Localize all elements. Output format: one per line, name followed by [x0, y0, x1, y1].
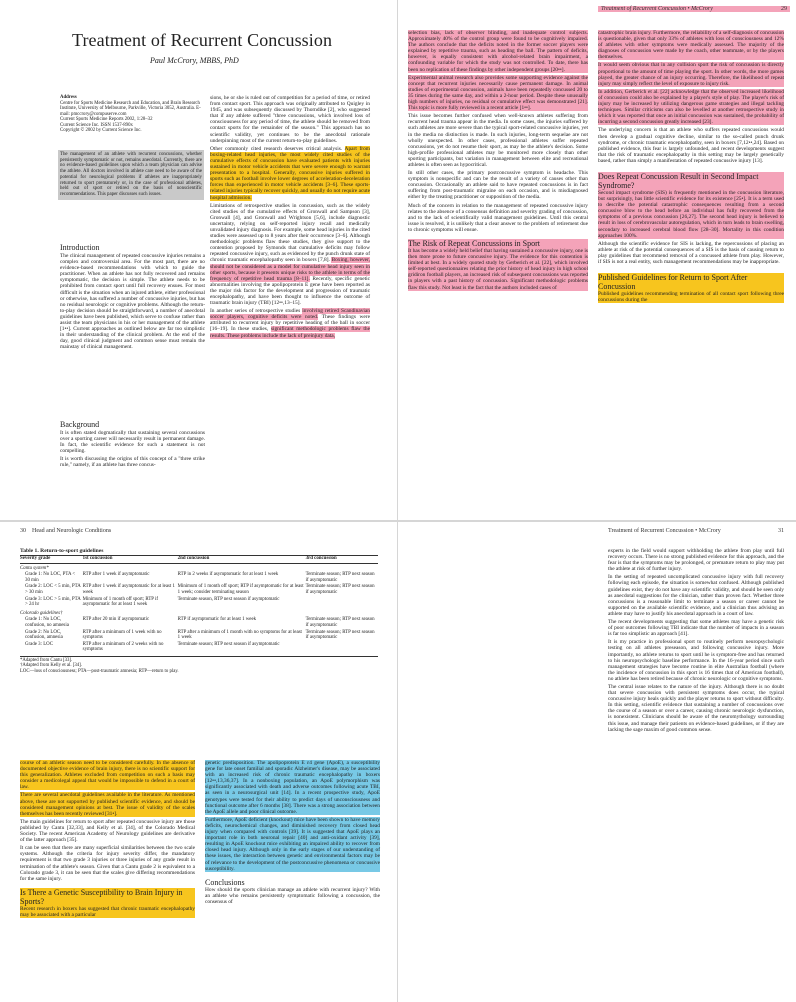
table-cell: Grade 1: No LOC, confusion, no amnesia [25, 617, 69, 628]
address-block [60, 95, 205, 134]
p2-col1-para-e: Much of the concern in relation to the management of repeated concussive injury relates to the absence of a consensus definition and severity grading of concussion, and to the lack of scientifically valid management guidelines. Until this central issue is resolved, it is unlikely that a clear answer to the problem of retirement due to chronic symptoms will ensue. [408, 202, 588, 233]
risk-paragraph: It has become a widely held belief that having sustained a concussive injury, one is then more prone to future concussive injury. The evidence for this contention is limited at best. In a widely quoted study by Gerberich et al. [22], which involved self-reported questionnaires relating the prior history of head injury in high school gridiron football players, an increased risk of subsequent concussions was reported in players with a past history of concussion. Significant methodologic problems flaw this study. Not least is the fact that the authors included cases of [408, 248, 588, 291]
page4-right-column [608, 548, 784, 735]
col2-paragraph-a: sions, he or she is ruled out of competition for a period of time, or retired from contact sport. This approach was originally attributed to Quigley in 1945, and was subsequently discussed by Thorndike [2], who suggested that if any athlete suffered "three concussions, which involved loss of consciousness for any period of time, the athlete should be removed from contact sports for the remainder of the season." This approach has no scientific validity, yet continues to be the anecdotal rationale underpinning most of the current return-to-play guidelines. [210, 95, 370, 144]
page-number: 29 [781, 6, 787, 12]
abstract: The management of an athlete with recurrent concussions, whether persistently symptomatic or not, remains anecdotal. Currently, there are no evidence-based guidelines upon which a team physician can advise the athlete. All doctors involved in athlete care need to be aware of the potential for neurological problems if athletes are inappropriately returned to sport prematurely or, in the case of professional athletes, held out of sport or retired on the basis of nonscientific recommendations. This paper discusses such issues. [58, 150, 204, 200]
col2-paragraph-c-tail: Recently, specific genetic abnormalities involving the apolipoprotein E gene have been reported as the major risk factor for the development and progression of traumatic encephalopathy, and have been thought to influence the outcome of traumatic brain injury (TBI) [12••,13–15]. [210, 275, 370, 307]
col2-paragraph-d-tail: These findings were attributed to recurrent injury by repetitive heading of the ball in soccer [16–19]. In these studies, [210, 314, 370, 333]
published-guidelines-paragraph: Published guidelines recommending termination of all contact sport following three concussions during the [598, 291, 784, 304]
page-31 [398, 522, 796, 1002]
page3-left-column [20, 760, 195, 920]
table-row [20, 584, 378, 596]
p2-col2-para-b: It would seem obvious that in any collision sport the risk of concussion is directly proportional to the amount of time playing the sport. In other words, the more games played, the greater chance of an injury occurring. Therefore, the likelihood of repeat injury may simply reflect the level of exposure to injury risk. [598, 62, 784, 87]
p4-para-a: experts in the field would support withholding the athlete from play until full recovery occurs. There is no strong published evidence for this approach, and the fear is that the symptoms may be prolonged, or premature return to play may put the athlete at risk of further injury. [608, 548, 784, 573]
table-cell: RTP in 2 weeks if asymptomatic for at least 1 week [177, 572, 279, 578]
p4-para-c: The recent developments suggesting that some athletes may have a genetic risk of poor outcomes following TBI indicate that the number of impacts in a season is far too simplistic an approach [41]. [608, 619, 784, 638]
article-author: Paul McCrory, MBBS, PhD [150, 56, 239, 65]
table-group-row [20, 609, 378, 618]
page2-left-column [408, 30, 588, 293]
table-note: LOC—loss of consciousness; PTA—post-traumatic amnesia; RTP—return to play. [20, 668, 179, 674]
conclusions-heading: Conclusions [205, 877, 245, 887]
table-cell: Terminate season, RTP next season if asymptomatic [177, 596, 280, 602]
background-paragraph-2: It is worth discussing the origins of this concept of a "three strike rule," namely, if an athlete has three concus- [60, 456, 205, 469]
table-header-cell: 1st concussion [83, 556, 178, 563]
address-label: Address [60, 95, 77, 100]
table-cell: Terminate season; RTP next season if asymptomatic [305, 572, 375, 583]
table-cell: Terminate season; RTP next season if asymptomatic [305, 629, 375, 641]
published-guidelines-heading: Published Guidelines for Return to Sport After Concussion [598, 273, 784, 291]
journal-citation: Current Sports Medicine Reports 2002, 1:28–32 [60, 117, 153, 122]
table-group-label: Colorado guidelines† [20, 610, 63, 616]
running-head [598, 6, 790, 12]
page4-number: 31 [778, 528, 784, 534]
table-cell: RTP after a minimum of 1 week with no symptoms [82, 629, 162, 641]
p3-col1-para-a: course of an athletic season need to be considered carefully. In the absence of documented objective evidence of brain injury, there is no scientific support for this generalization. Athletes excluded from competition on such a basis may consider a medicolegal appeal that would be impossible to defend in a court of law. [20, 760, 195, 791]
page-29 [0, 0, 398, 520]
copyright-text: Copyright © 2002 by Current Science Inc. [60, 128, 142, 133]
page4-running-head [608, 528, 784, 534]
table-cell: Terminate season; RTP next season if asymptomatic [305, 584, 375, 595]
table-header-cell: 2nd concussion [178, 556, 306, 563]
p3-col1-para-b: There are several anecdotal guidelines available in the literature. As mentioned above, these are not supported by published scientific evidence, and should be considered management opinions at best. The issue of validity of the scales themselves has been recently reviewed [31•]. [20, 792, 195, 817]
table-cell: RTP if asymptomatic for at least 1 week [177, 617, 257, 623]
table-header-cell: Severity grade [20, 556, 83, 563]
p3-col1-para-d: It can be seen that there are many superficial similarities between the two scale systems. Although the criteria for injury severity differ, the mandatory requirement is that two grade 3 injuries or three injuries of any grade result in termination of the athlete's season. Given that a Cantu grade 2 is equivalent to a Colorado grade 3, it can be seen that the scales give differing recommendations for the same injury. [20, 845, 195, 882]
col2-paragraph-d: In another series of retrospective studies [210, 308, 301, 315]
sis-heading: Does Repeat Concussion Result in Second Impact Syndrome? [598, 172, 784, 190]
p2-col1-para-c: This issue becomes further confused when well-known athletes suffering from recurrent head trauma appear in the media. In some cases, the injuries suffered by such athletes are more severe than the typical sport-related concussive injuries, yet in the media no distinction is made. In such injuries, long-term sequelae are not wholly unexpected. In other cases, professional athletes suffer repeated concussions, yet do not resume their sport, as may be the athlete's decision. Some high-profile professional athletes may be monitored more closely than other sporting participants, but variation in management between elite and recreational athletes is often seen as hypocritical. [408, 113, 588, 168]
issn-text: Current Science Inc. ISSN 1537-890x [60, 122, 133, 128]
col2-paragraph-c: Limitations of retrospective studies in concussion, such as the widely cited studies of the cumulative effects of Gronwall and Sampson [3], Gronwall [4], and Gronwall and Wrightson [5,6], include diagnostic uncertainty, relying on self-reported injury recall and medically unvalidated injury diagnosis. For example, some head injuries in the cited studies were assessed up to 8 years after their occurrence [3–6]. Although methodologic problems flaw these studies, they give support to the contention proposed by Symonds that cumulative deficits may follow repeated concussive injury, such as evidenced by the punch drunk state of chronic traumatic encephalopathy seen in boxers [7,8]. [210, 202, 370, 264]
table-cell: Grade 3: LOC [25, 641, 53, 647]
page3-right-column [205, 760, 380, 907]
p2-col1-para-b: Experimental animal research also provides some supporting evidence against the concept that recurrent injuries necessarily cause permanent damage. In animal studies of experimental concussion, animals have been repeatedly concussed 20 to 35 times during the same day, and within a 2-hour period. Despite these unusually high numbers of injuries, no residual or cumulative effect was demonstrated [21]. This topic is more fully reviewed in a recent article [1••]. [408, 74, 588, 112]
table-row [20, 617, 378, 629]
table-title: Table 1. Return-to-sport guidelines [20, 548, 378, 556]
page4-running-head-text: Treatment of Recurrent Concussion • McCrory [608, 528, 721, 534]
table-row [20, 630, 378, 642]
p2-col1-para-a: selection bias, lack of observer blinding, and inadequate control subjects. Approximately 40% of the control group were found to be cognitively impaired. The authors conclude that the deficits noted in the former soccer players were explained by repetitive trauma, such as heading the ball. The pattern of deficits, however, is equally consistent with alcohol-related brain impairment, a confounding variable for which the study was not controlled. To date, there has been no replication of these findings by other independent groups [20••]. [408, 30, 588, 73]
table-cell: Minimum of 1 month off sport; RTP if asymptomatic for at least 1 week [82, 596, 159, 608]
p3-col2-para-b: Furthermore, ApoE deficient (knockout) mice have been shown to have memory deficits, neurochemical changes, and diminished recovery from closed head injury when compared with controls [39]. It is suggested that ApoE plays an important role in both neuronal repair [40] and anti-oxidant activity [39], resulting in ApoE knockout mice exhibiting an impaired ability to recover from closed head injury. Although only in the early stages of our understanding of these issues, the interaction between genetic and environmental factors may be of relevance to the development of the postconcussive phenomena or concussive susceptibility. [205, 816, 380, 872]
table-note: *Adapted from Cantu [33]. [20, 657, 73, 663]
table-cell: RTP after 1 week if asymptomatic [82, 572, 150, 578]
page1-right-column [210, 95, 370, 341]
table-cell: RTP after 1 week if asymptomatic for at least 1 week [82, 584, 175, 595]
article-title: Treatment of Recurrent Concussion [72, 30, 333, 50]
intro-paragraph: The clinical management of repeated concussive injuries remains a complex and controversial area. For the most part, there are no evidence-based recommendations with which to guide the practitioner. When an athlete has not fully recovered and remains symptomatic, the decision is simple. The athlete needs to be prohibited from contact sport until full recovery ensues. For most difficult is the situation when an injured athlete, either professional or otherwise, has suffered a number of concussive injuries, but has no residual neurologic or cognitive problems. Although the return-to-play decision should be straightforward, a number of anecdotal guidelines have been published, which serve to confuse rather than assist the team physicians in his or her management of the athlete [1••]. Current approaches as outlined below are far too simplistic in their understanding of the clinical problem. At the end of the day, good clinical judgment and common sense must remain the mainstay of clinical management. [60, 253, 205, 351]
table-cell: Grade 3: LOC > 5 min, PTA > 24 hr [25, 596, 81, 608]
page-29-continued [398, 0, 796, 520]
page3-running-head-text: Head and Neurologic Conditions [32, 528, 112, 534]
col2-paragraph-b-highlight: Apart from boxing-related head injuries, the most widely cited studies of the cumulative effects of concussion have evaluated patients with injuries sustained in motor vehicle accidents that were severe enough to warrant presentation to a hospital. Generally, concussive injuries suffered in sports such as football involve lower degrees of acceleration-deceleration forces than experienced in motor vehicle accidents [3–6]. These sports-related injuries typically recover quickly, and usually do not require acute hospital admission. [210, 145, 370, 201]
address-text: Centre for Sports Medicine Research and Education, and Brain Research Institute, University of Melbourne, Parkville, Victoria 3052, Australia. E-mail: pmccrory@compuserve.com [60, 100, 201, 117]
table-cell: RTP after a minimum of 1 month with no symptoms for at least 1 week [177, 629, 302, 641]
table-header-cell: 3rd concussion [306, 556, 378, 563]
table-cell: Terminate season; RTP next season if asymptomatic [177, 641, 280, 647]
p2-col1-para-d: In still other cases, the primary postconcussive symptom is headache. This symptom is nonspecific and can be the result of a variety of causes other than concussion. Occasionally an athlete said to have repeated concussions is in fact suffering from post-traumatic migraine on each occasion, and is misdiagnosed either by the treating practitioner or supposition of the media. [408, 170, 588, 201]
genetic-heading: Is There a Genetic Susceptibility to Brain Injury in Sports? [20, 888, 195, 906]
return-to-sport-table [20, 548, 378, 674]
background-paragraph-1: It is often stated dogmatically that sustaining several concussions over a sporting career will necessarily result in permanent damage. In fact, the scientific evidence for such a statement is not compelling. [60, 430, 205, 455]
table-notes [20, 656, 378, 675]
sis-paragraph-2: Although the scientific evidence for SIS is lacking, the repercussions of placing an athlete at risk of the potential consequences of a SIS is the basis of causing return to play guidelines that recommend removal of a concussed athlete from play. However, if SIS is not a real entity, such management recommendations may be inappropriate. [598, 240, 784, 265]
table-row [20, 597, 378, 609]
table-group-label: Cantu system* [20, 565, 49, 571]
table-cell: Grade 1: No LOC, PTA < 30 min [25, 572, 76, 583]
p4-para-e: The central issue relates to the nature of the injury. Although there is no doubt that severe concussion with persistent symptoms does occur, the typical concussive injury heals quickly and the player returns to sport without difficulty. In this setting, scientific evidence that sustaining a number of concussions over the course of a season or over a career, causing chronic neurologic dysfunction, is nonexistent. Clinicians should be aware of the neuromythology surrounding this issue, and manage their patients on evidence-based guidelines, or if they are lacking the sage maxim of good common sense. [608, 683, 784, 733]
p2-col2-para-c: In addition, Gerberich et al. [22] acknowledge that the observed increased likelihood of concussion could also be explained by a player's style of play. The player's risk of injury may be increased by utilizing dangerous game strategies and illegal tackling techniques. Similar criticisms can also be levelled at another retrospective study in which it was reported that once an initial concussion was sustained, the probability of incurring a second concussion greatly increased [23]. [598, 88, 784, 126]
background-heading: Background [60, 420, 100, 429]
intro-heading: Introduction [60, 243, 100, 252]
sis-paragraph: Second impact syndrome (SIS) is frequently mentioned in the concussion literature, but surprisingly, has little scientific evidence for its existence [25•]. It is a term used to describe the potential catastrophic consequences resulting from a second concussive blow to the head before an individual has fully recovered from the symptoms of a previous concussion [26,27]. The second head injury is believed to result in loss of cerebrovascular autoregulation, which in turn leads to brain swelling, secondary to increased cerebral blood flow [28–30]. Mortality in this condition approaches 100%. [598, 189, 784, 239]
p3-col1-para-c: The main guidelines for return to sport after repeated concussive injury are those published by Cantu [32,33], and Kelly et al. [34], of the Colorado Medical Society. The recent American Academy of Neurology guidelines are derivative of the latter approach [35]. [20, 818, 195, 844]
risk-heading: The Risk of Repeat Concussions in Sport [408, 239, 588, 248]
conclusions-paragraph: How should the sports clinician manage an athlete with recurrent injury? With an athlete who remains persistently symptomatic following a concussion, the consensus of [205, 886, 380, 905]
table-cell: Grade 2: LOC < 5 min, PTA > 30 min [25, 584, 81, 595]
p3-col2-para-a: genetic predisposition. The apolipoprotein E ε4 gene (ApoE), a susceptibility gene for late onset familial and sporadic Alzheimer's disease, may be associated with an increased risk of chronic traumatic encephalopathy in boxers [12••,13,36,37]. In a nonboxing population, an ApoE polymorphism was significantly associated with death and adverse outcomes following acute TBI, as seen in a neurosurgical unit [14]. In a recent prospective study, ApoE genotypes were tested for their ability to predict days of unconsciousness and functional outcome after 6 months [38]. There was a strong association between the ApoE allele and poor clinical outcome. [205, 760, 380, 815]
col2-paragraph-b-intro: Other commonly cited research deserves critical analysis. [210, 145, 343, 152]
page3-running-head [20, 528, 111, 534]
col2-paragraph-d-highlight-2: significant methodologic problems flaw the results. These problems include the lack of preinjury data, [210, 326, 370, 339]
table-cell: Grade 2: No LOC, confusion, amnesia [25, 629, 63, 641]
table-cell [306, 597, 378, 609]
page2-right-column [598, 30, 784, 305]
table-row [20, 572, 378, 584]
table-cell: RTP after 20 min if asymptomatic [82, 617, 150, 623]
table-cell: RTP after a minimum of 2 weeks with no symptoms [82, 641, 164, 653]
table-cell: Minimum of 1 month off sport; RTP if asymptomatic for at least 1 week; consider terminating season [177, 584, 304, 595]
col2-paragraph-d-highlight: involving retired Scandinavian soccer players, cognitive deficits were noted. [210, 308, 371, 321]
p2-col2-para-d: The underlying concern is that an athlete who suffers repeated concussions would then develop a gradual cognitive decline, similar to the so-called punch drunk syndrome, or chronic traumatic encephalopathy, seen in boxers [7,12••,24]. Based on published evidence, this fear is largely unfounded, and recent developments suggest that the risk of traumatic encephalopathy in this setting may be largely genetically based, rather than simply a manifestation of repeated concussive injury [13]. [598, 127, 784, 164]
table-cell: Terminate season; RTP next season if asymptomatic [305, 617, 375, 628]
genetic-paragraph: Recent research in boxers has suggested that chronic traumatic encephalopathy may be associated with a particular [20, 905, 195, 918]
col2-paragraph-c-highlight: Boxing, however, should not be considered as a model for cumulative head injury seen in other sports, because it presents unique risks to the athlete in terms of the frequency of repetitive head trauma [8–11]. [210, 257, 370, 282]
table-group-row [20, 563, 378, 572]
running-head-text: Treatment of Recurrent Concussion • McCrory [601, 6, 713, 12]
p2-col2-para-a: catastrophic brain injury. Furthermore, the reliability of a self-diagnosis of concussion is questionable, given that only 33% of athletes with loss of consciousness and 12% of athletes with other symptoms were medically assessed. The majority of the diagnoses of concussion were made by the coach, other teammate, or by the players themselves. [598, 30, 784, 61]
table-cell [306, 642, 378, 654]
page3-number: 30 [20, 528, 26, 534]
table-row [20, 642, 378, 654]
p4-para-b: In the setting of repeated uncomplicated concussive injury with full recovery following each episode, the situation is somewhat confused. Although published guidelines exist, they do not have any scientific validity, and should be seen only as anecdotal suggestions for the clinician, rather than proven fact. Whether three concussions is a reasonable limit to terminate a season or career cannot be supported on the available scientific evidence, and a clinician thus advising an athlete may have to justify his anecdotal approach in a court of law. [608, 574, 784, 617]
p4-para-d: It is my practice in professional sport to routinely perform neuropsychologic testing on all athletes preseason, and following concussive injury. More importantly, no athlete returns to sport until he is symptom-free and has returned to his neuropsychologic baseline performance. In the 16-year period since such management strategies have become routine in elite Australian football (where the incidence of concussion in this sport is 16 times that of American football), no athlete has been retired because of chronic neurologic or cognitive symptoms. [608, 639, 784, 682]
table-note: †Adapted from Kelly et al. [34]. [20, 663, 82, 669]
guidelines-table [20, 556, 378, 654]
page-30 [0, 522, 398, 1002]
